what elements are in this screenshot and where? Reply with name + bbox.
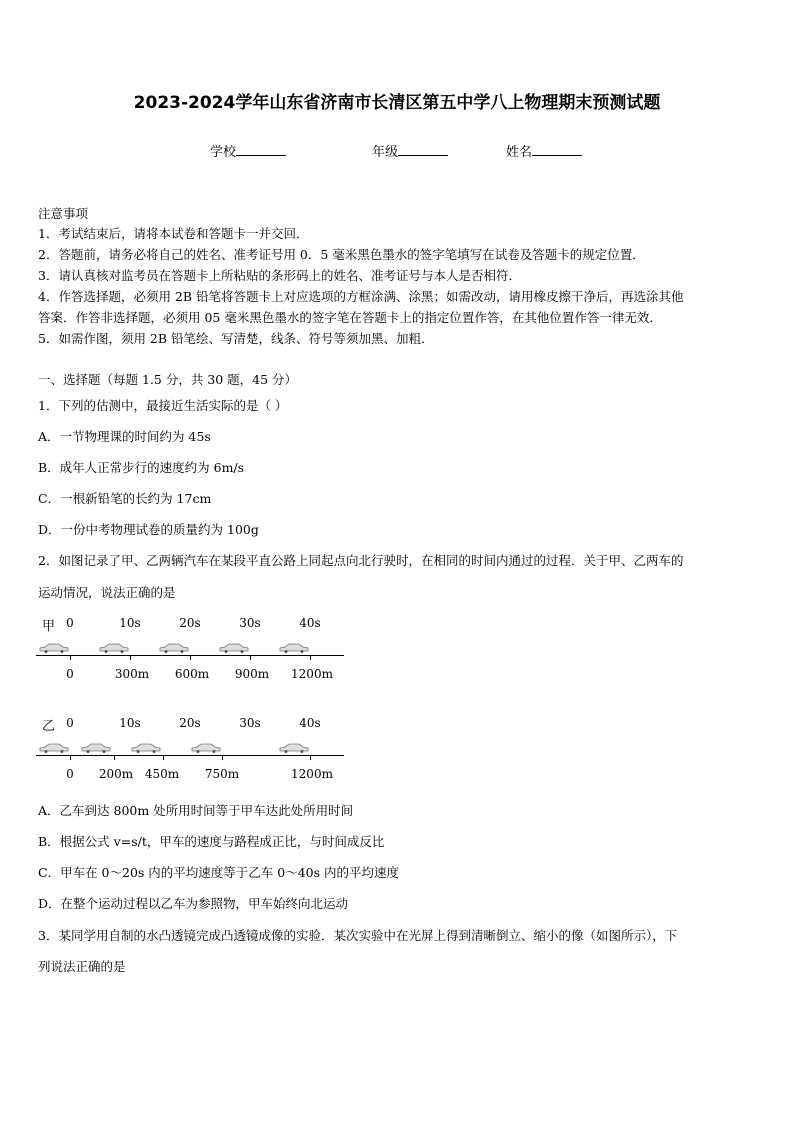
grade-field (372, 141, 448, 160)
time-label: 30s (239, 716, 261, 730)
q1-option-b: B．成年人正常步行的速度约为 6m/s (38, 460, 245, 475)
school-label: 学校 (210, 145, 237, 160)
tick-mark (163, 755, 164, 760)
car-icon (131, 743, 161, 753)
tick-mark (310, 755, 311, 760)
q2-option-d: D．在整个运动过程以乙车为参照物，甲车始终向北运动 (38, 896, 349, 911)
school-field (210, 141, 286, 160)
tick-mark (310, 655, 311, 660)
tick-mark (190, 655, 191, 660)
time-label: 20s (179, 616, 201, 630)
name-field (506, 141, 582, 160)
tick-mark (70, 755, 71, 760)
q2-stem-line1: 2．如图记录了甲、乙两辆汽车在某段平直公路上同起点向北行驶时，在相同的时间内通过的过程．关于甲、乙两车的 (38, 553, 684, 568)
q2-option-b: B．根据公式 v=s/t，甲车的速度与路程成正比，与时间成反比 (38, 834, 385, 849)
distance-label: 300m (114, 667, 150, 681)
car-b-diagram (36, 712, 356, 784)
q2-option-a: A．乙车到达 800m 处所用时间等于甲车达此处所用时间 (38, 803, 354, 818)
car-icon (159, 643, 189, 653)
q2-stem-line2: 运动情况，说法正确的是 (38, 585, 176, 600)
car-icon (39, 643, 69, 653)
name-label: 姓名 (506, 145, 533, 160)
grade-blank[interactable] (398, 143, 448, 156)
distance-label: 1200m (291, 667, 333, 681)
notice-item: 4．作答选择题，必须用 2B 铅笔将答题卡上对应选项的方框涂满、涂黑；如需改动，请用橡皮擦干净后，再选涂其他 (38, 289, 684, 304)
tick-mark (70, 655, 71, 660)
time-label: 10s (119, 716, 141, 730)
distance-label: 600m (174, 667, 210, 681)
car-icon (191, 743, 221, 753)
notice-item: 答案．作答非选择题，必须用 05 毫米黑色墨水的签字笔在答题卡上的指定位置作答，在其他位置作答一律无效． (38, 310, 662, 325)
name-blank[interactable] (532, 143, 582, 156)
car-icon (39, 743, 69, 753)
car-b-label: 乙 (42, 719, 56, 734)
car-a-diagram (36, 612, 356, 684)
distance-label: 750m (204, 767, 240, 781)
q1-option-c: C．一根新铅笔的长约为 17cm (38, 491, 212, 506)
notice-item: 1．考试结束后，请将本试卷和答题卡一并交回． (38, 226, 309, 241)
time-label: 0 (66, 716, 74, 730)
time-label: 30s (239, 616, 261, 630)
tick-mark (250, 655, 251, 660)
grade-label: 年级 (372, 145, 399, 160)
distance-label: 1200m (291, 767, 333, 781)
tick-mark (222, 755, 223, 760)
notice-heading: 注意事项 (38, 206, 89, 221)
page-title: 2023-2024学年山东省济南市长清区第五中学八上物理期末预测试题 (133, 93, 661, 113)
car-a-label: 甲 (42, 619, 56, 634)
q1-stem: 1．下列的估测中，最接近生活实际的是（ ） (38, 398, 288, 413)
q1-option-d: D．一份中考物理试卷的质量约为 100g (38, 522, 259, 537)
notice-item: 3．请认真核对监考员在答题卡上所粘贴的条形码上的姓名、准考证号与本人是否相符． (38, 268, 521, 283)
car-icon (279, 643, 309, 653)
road-line (36, 755, 344, 756)
car-icon (219, 643, 249, 653)
distance-label: 0 (66, 667, 74, 681)
notice-item: 2．答题前，请务必将自己的姓名、准考证号用 0．5 毫米黑色墨水的签字笔填写在试卷及答题卡的规定位置． (38, 247, 645, 262)
time-label: 40s (299, 616, 321, 630)
distance-label: 900m (234, 667, 270, 681)
time-label: 10s (119, 616, 141, 630)
q2-option-c: C．甲车在 0～20s 内的平均速度等于乙车 0～40s 内的平均速度 (38, 865, 400, 880)
q3-stem-line1: 3．某同学用自制的水凸透镜完成凸透镜成像的实验．某次实验中在光屏上得到清晰倒立、缩小的像（如图所示），下 (38, 928, 678, 943)
distance-label: 0 (66, 767, 74, 781)
time-label: 40s (299, 716, 321, 730)
tick-mark (130, 655, 131, 660)
notice-item: 5．如需作图，须用 2B 铅笔绘、写清楚，线条、符号等须加黑、加粗． (38, 331, 434, 346)
car-icon (99, 643, 129, 653)
school-blank[interactable] (236, 143, 286, 156)
tick-mark (114, 755, 115, 760)
time-label: 20s (179, 716, 201, 730)
time-label: 0 (66, 616, 74, 630)
section-heading: 一、选择题（每题 1.5 分，共 30 题，45 分） (38, 372, 298, 387)
distance-label: 200m (98, 767, 134, 781)
car-icon (81, 743, 111, 753)
distance-label: 450m (144, 767, 180, 781)
car-icon (279, 743, 309, 753)
q1-option-a: A．一节物理课的时间约为 45s (38, 429, 211, 444)
q3-stem-line2: 列说法正确的是 (38, 959, 126, 974)
